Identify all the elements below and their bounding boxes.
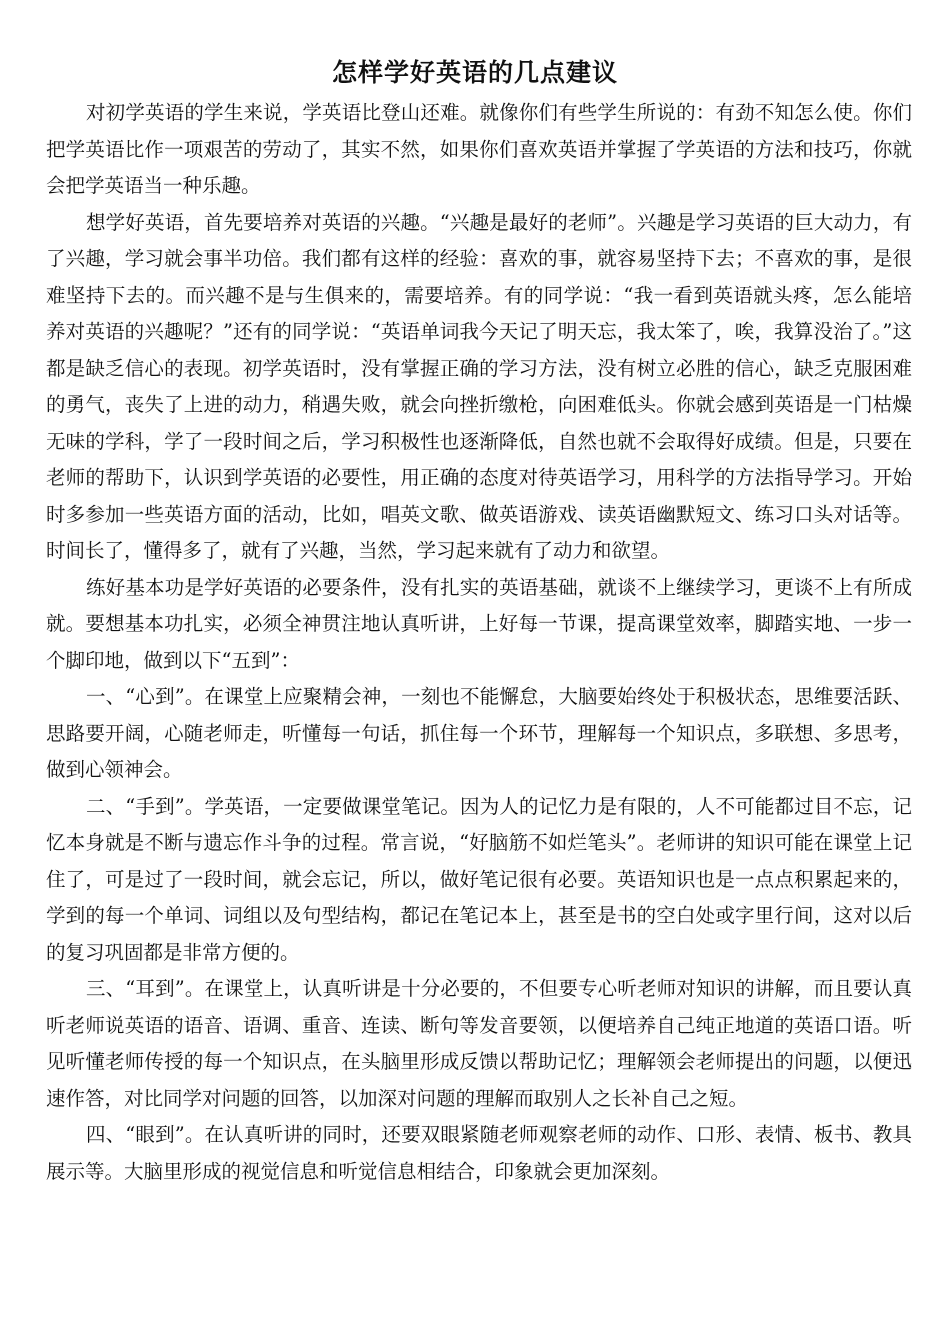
paragraph-fundamentals: 练好基本功是学好英语的必要条件，没有扎实的英语基础，就谈不上继续学习，更谈不上有所成就。要想基本功扎实，必须全神贯注地认真听讲，上好每一节课，提高课堂效率，脚踏实地、一步一个脚印地，做到以下“五到”： xyxy=(46,575,912,672)
paragraph-hand: 二、“手到”。学英语，一定要做课堂笔记。因为人的记忆力是有限的，人不可能都过目不忘，记忆本身就是不断与遗忘作斗争的过程。常言说，“好脑筋不如烂笔头”。老师讲的知识可能在课堂上记住了，可是过了一段时间，就会忘记，所以，做好笔记很有必要。英语知识也是一点点积累起来的，学到的每一个单词、词组以及句型结构，都记在笔记本上，甚至是书的空白处或字里行间，这对以后的复习巩固都是非常方便的。 xyxy=(46,794,912,964)
document-title: 怎样学好英语的几点建议 xyxy=(331,58,618,87)
paragraph-eye: 四、“眼到”。在认真听讲的同时，还要双眼紧随老师观察老师的动作、口形、表情、板书、教具展示等。大脑里形成的视觉信息和听觉信息相结合，印象就会更加深刻。 xyxy=(46,1123,912,1183)
paragraph-ear: 三、“耳到”。在课堂上，认真听讲是十分必要的，不但要专心听老师对知识的讲解，而且要认真听老师说英语的语音、语调、重音、连读、断句等发音要领，以便培养自己纯正地道的英语口语。听见听懂老师传授的每一个知识点，在头脑里形成反馈以帮助记忆；理解领会老师提出的问题，以便迅速作答，对比同学对问题的回答，以加深对问题的理解而取别人之长补自己之短。 xyxy=(46,977,912,1110)
paragraph-heart: 一、“心到”。在课堂上应聚精会神，一刻也不能懈怠，大脑要始终处于积极状态，思维要活跃、思路要开阔，心随老师走，听懂每一句话，抓住每一个环节，理解每一个知识点，多联想、多思考，做到心领神会。 xyxy=(46,685,912,781)
paragraph-interest: 想学好英语，首先要培养对英语的兴趣。“兴趣是最好的老师”。兴趣是学习英语的巨大动力，有了兴趣，学习就会事半功倍。我们都有这样的经验：喜欢的事，就容易坚持下去；不喜欢的事，是很难坚持下去的。而兴趣不是与生俱来的，需要培养。有的同学说：“我一看到英语就头疼，怎么能培养对英语的兴趣呢？”还有的同学说：“英语单词我今天记了明天忘，我太笨了，唉，我算没治了。”这都是缺乏信心的表现。初学英语时，没有掌握正确的学习方法，没有树立必胜的信心，缺乏克服困难的勇气，丧失了上进的动力，稍遇失败，就会向挫折缴枪，向困难低头。你就会感到英语是一门枯燥无味的学科，学了一段时间之后，学习积极性也逐渐降低，自然也就不会取得好成绩。但是，只要在老师的帮助下，认识到学英语的必要性，用正确的态度对待英语学习，用科学的方法指导学习。开始时多参加一些英语方面的活动，比如，唱英文歌、做英语游戏、读英语幽默短文、练习口头对话等。时间长了，懂得多了，就有了兴趣，当然，学习起来就有了动力和欲望。 xyxy=(46,210,912,562)
paragraph-intro: 对初学英语的学生来说，学英语比登山还难。就像你们有些学生所说的：有劲不知怎么使。你们把学英语比作一项艰苦的劳动了，其实不然，如果你们喜欢英语并掌握了学英语的方法和技巧，你就会把学英语当一种乐趣。 xyxy=(46,101,912,197)
document-body xyxy=(46,95,912,1190)
